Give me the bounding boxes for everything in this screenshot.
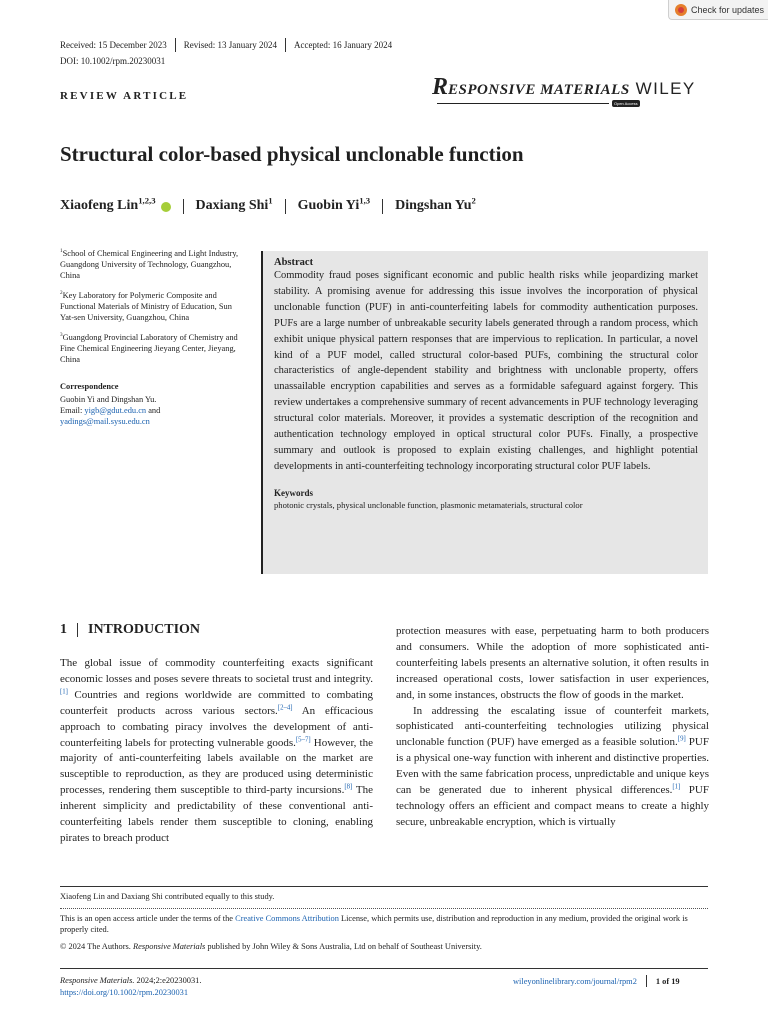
- divider: [646, 975, 647, 987]
- author-name[interactable]: Dingshan Yu$^2$: [395, 195, 476, 213]
- citation-link[interactable]: [2–4]: [277, 704, 293, 712]
- footnote-rule: [60, 886, 708, 887]
- citation-link[interactable]: [1]: [60, 688, 68, 696]
- abstract-box: [261, 251, 708, 574]
- page-footer: [513, 975, 680, 987]
- check-for-updates-label: Check for updates: [691, 4, 765, 15]
- affiliation: $^2$Key Laboratory for Polymeric Composite and Functional Materials of Ministry of Education, Sun Yat-sen University, Guangzhou, China: [60, 290, 232, 322]
- received-date: Received: 15 December 2023: [60, 40, 167, 50]
- affiliations: [60, 248, 245, 427]
- section-title: INTRODUCTION: [88, 622, 201, 637]
- affiliation: $^1$School of Chemical Engineering and Light Industry, Guangdong University of Technology, Guangzhou, China: [60, 248, 239, 280]
- license-link[interactable]: Creative Commons Attribution: [235, 914, 339, 923]
- email-link[interactable]: yigb@gdut.edu.cn: [84, 406, 147, 415]
- citation-link[interactable]: [5–7]: [295, 735, 311, 743]
- license-note: This is an open access article under the terms of the Creative Commons Attribution License, which permits use, distribution and reproduction in any medium, provided the original work is properly cited.: [60, 914, 688, 934]
- crossmark-icon: [675, 4, 687, 16]
- publisher-logo: WILEY: [635, 79, 696, 98]
- page-number: 1 of 19: [655, 976, 680, 986]
- journal-underline: [437, 103, 609, 104]
- body-text: In addressing the escalating issue of counterfeit markets, sophisticated anti-counterfeiting technologies utilizing physical unclonable function (PUF) have emerged as a feasible solution.: [396, 704, 709, 749]
- divider: [285, 38, 286, 52]
- author-name[interactable]: Daxiang Shi$^1$: [195, 195, 273, 213]
- body-column-left: [60, 656, 373, 847]
- journal-logo: [432, 74, 696, 106]
- equal-contribution-note: Xiaofeng Lin and Daxiang Shi contributed equally to this study.: [60, 892, 275, 901]
- doi-link[interactable]: https://doi.org/10.1002/rpm.20230031: [60, 988, 189, 997]
- accepted-date: Accepted: 16 January 2024: [293, 40, 393, 50]
- divider: [183, 199, 184, 214]
- divider: [285, 199, 286, 214]
- author-name[interactable]: Guobin Yi$^{1,3}$: [297, 195, 371, 213]
- check-for-updates-button[interactable]: [668, 0, 768, 20]
- author-name[interactable]: Xiaofeng Lin$^{1,2,3}$: [60, 195, 156, 213]
- author-list: [60, 195, 476, 214]
- orcid-icon[interactable]: [161, 202, 171, 212]
- article-doi: DOI: 10.1002/rpm.20230031: [60, 56, 166, 66]
- keywords: photonic crystals, physical unclonable function, plasmonic metamaterials, structural color: [274, 499, 583, 510]
- article-dates: [60, 38, 392, 52]
- body-text: An efficacious approach to combating piracy involves the development of anti-counterfeiting labels for protecting vulnerable goods.: [60, 704, 373, 749]
- revised-date: Revised: 13 January 2024: [183, 40, 277, 50]
- footer-rule: [60, 968, 708, 969]
- citation-footer: Responsive Materials. 2024;2:e20230031. https://doi.org/10.1002/rpm.20230031: [60, 976, 202, 997]
- body-text: The inherent simplicity and predictability of these conventional anti-counterfeiting labels render them susceptible to cloning, enabling pirates to breach product: [60, 784, 373, 844]
- citation-link[interactable]: [8]: [344, 783, 353, 791]
- keywords-heading: Keywords: [274, 487, 313, 498]
- divider: [382, 199, 383, 214]
- body-text: PUF technology offers an efficient and compact means to create a highly secure, unbreakable encryption, which is virtually: [396, 784, 709, 828]
- article-title: Structural color-based physical unclonable function: [60, 142, 524, 166]
- correspondence-info: Guobin Yi and Dingshan Yu. Email: yigb@gdut.edu.cn and yadings@mail.sysu.edu.cn: [60, 395, 161, 426]
- divider: [175, 38, 176, 52]
- body-text: The global issue of commodity counterfeiting exacts significant economic losses and poses severe threats to societal trust and integrity.: [60, 657, 373, 685]
- journal-name: RESPONSIVE MATERIALS: [432, 74, 630, 100]
- journal-site-link[interactable]: wileyonlinelibrary.com/journal/rpm2: [513, 976, 637, 986]
- article-type: REVIEW ARTICLE: [60, 90, 189, 102]
- body-text: Countries and regions worldwide are committed to combating counterfeit products across various sectors.: [60, 688, 373, 717]
- abstract-text: Commodity fraud poses significant economic and public health risks while jeopardizing market stability. A promising avenue for addressing this issue involves the incorporation of physical unclonable function (PUF) in anti-counterfeiting labels for commodity authentication purposes. PUFs are a large number of unbreakable security labels generated through a random process, which exhibit unique physical pattern responses that are impervious to replication. In particular, a novel kind of a PUF model, called structural color-based PUFs, combining the structural color characteristics of angle-dependent stability and brightness with unclonable property, offers unassailable encryption capabilities and serves as a formidable safeguard against forgery. This review undertakes a comprehensive summary of recent advancements in PUF technology leveraging structural color materials. Moreover, it provides a systematic description of the recognition and authentication technology employed in optical structural color PUFs. Finally, a prospective summary and outlook is proposed to explain existing challenges, and highlight potential developments in anti-counterfeiting technology incorporating structural color PUF labels.: [274, 270, 698, 472]
- open-access-tag: Open Access: [614, 101, 638, 106]
- body-text: PUF is a physical one-way function with inherent and distinctive properties. Even with the same fabrication process, unpredictable and unique keys can be generated due to inherent physical differences.: [396, 736, 709, 797]
- abstract-heading: Abstract: [274, 257, 314, 268]
- body-paragraph: [60, 656, 373, 847]
- citation-link[interactable]: [9]: [677, 735, 686, 743]
- copyright-note: © 2024 The Authors. Responsive Materials published by John Wiley & Sons Australia, Ltd on behalf of Southeast University.: [60, 942, 482, 951]
- divider: [77, 623, 78, 637]
- affiliation: $^3$Guangdong Provincial Laboratory of Chemistry and Fine Chemical Engineering Jieyang Center, Jieyang, China: [60, 332, 238, 364]
- body-column-right: [396, 624, 709, 831]
- citation-link[interactable]: [1]: [672, 783, 681, 791]
- section-heading: [60, 622, 200, 638]
- body-text: However, the majority of anti-counterfeiting labels available on the market are susceptible to reproduction, as they are produced using deterministic processes, rendering them susceptible to third-party incursions.: [60, 736, 373, 797]
- correspondence-heading: Correspondence: [60, 382, 119, 391]
- footnote-divider: [60, 908, 708, 909]
- body-paragraph: protection measures with ease, perpetuating harm to both producers and consumers. While the adoption of more sophisticated anti-counterfeiting labels presents an alternative solution, it often results in increased operational costs, lower satisfaction in user experiences, and, in some instances, obstructs the flow of goods in the market.: [396, 625, 709, 701]
- email-link[interactable]: yadings@mail.sysu.edu.cn: [60, 417, 150, 426]
- body-paragraph: [396, 704, 709, 831]
- section-number: 1: [60, 622, 67, 637]
